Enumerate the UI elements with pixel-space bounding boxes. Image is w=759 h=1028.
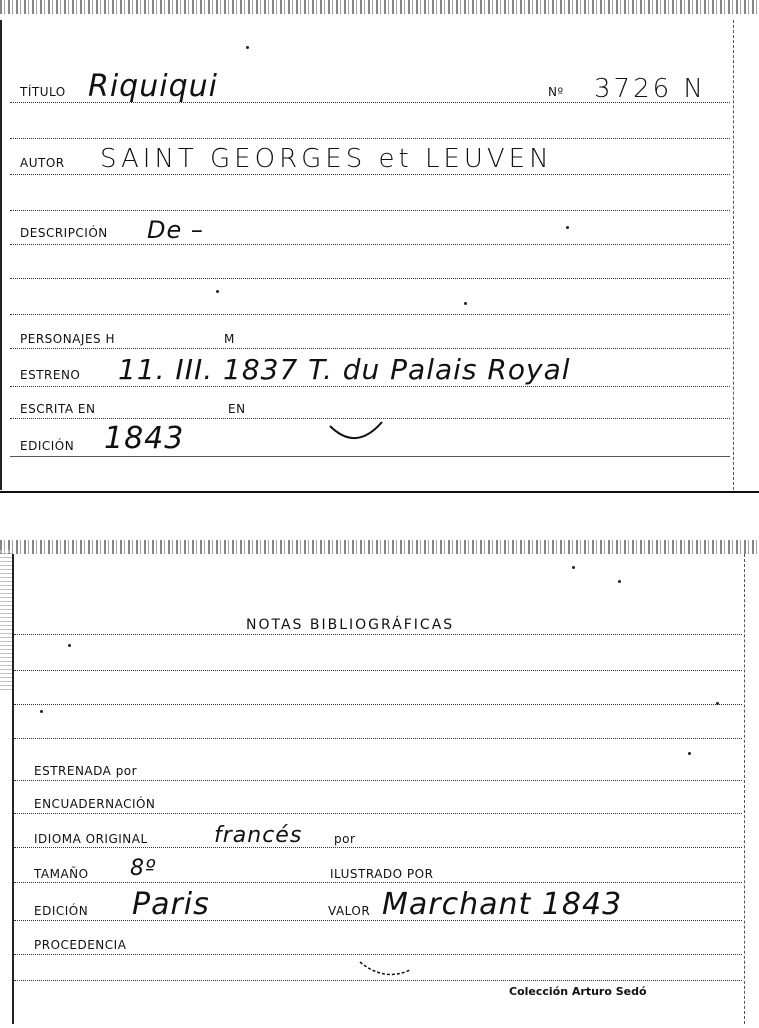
edicion-value-bottom: Paris — [132, 887, 210, 922]
autor-value: SAINT GEORGES et LEUVEN — [100, 144, 553, 174]
titulo-label: TÍTULO — [20, 85, 66, 99]
rule-line — [10, 102, 730, 103]
procedencia-label: PROCEDENCIA — [34, 938, 127, 952]
rule-line — [10, 348, 730, 349]
rule-line — [10, 278, 730, 279]
rule-line — [10, 314, 730, 315]
valor-value: Marchant 1843 — [382, 887, 623, 922]
idioma-por-label: por — [334, 832, 356, 846]
rule-line — [10, 174, 730, 175]
catalog-card-bottom — [0, 540, 759, 1028]
card-top-edge — [0, 540, 759, 554]
card-left-texture — [0, 550, 12, 690]
punch-notch — [326, 418, 386, 444]
personajes-label: PERSONAJES H — [20, 332, 115, 346]
speck — [618, 580, 621, 583]
tamano-label: TAMAÑO — [34, 867, 89, 881]
idioma-value: francés — [214, 823, 303, 848]
collection-credit: Colección Arturo Sedó — [509, 985, 647, 998]
rule-line — [14, 670, 742, 671]
escrita-en-label: EN — [228, 402, 246, 416]
rule-line — [14, 813, 742, 814]
speck — [216, 290, 219, 293]
idioma-label: IDIOMA ORIGINAL — [34, 832, 148, 846]
speck — [246, 46, 249, 49]
descripcion-value: De – — [147, 216, 204, 244]
edicion-label-bottom: EDICIÓN — [34, 904, 89, 918]
card-top-edge — [0, 0, 759, 14]
personajes-m-label: M — [224, 332, 235, 346]
speck — [464, 302, 467, 305]
valor-label: VALOR — [328, 904, 371, 918]
card-left-border — [0, 20, 2, 490]
card-bottom-edge — [0, 491, 759, 493]
rule-line — [14, 704, 742, 705]
rule-line — [10, 138, 730, 139]
rule-line — [14, 634, 742, 635]
numero-value: 3726 N — [594, 74, 706, 104]
estreno-label: ESTRENO — [20, 368, 81, 382]
catalog-card-top — [0, 0, 759, 495]
speck — [68, 644, 71, 647]
rule-line — [10, 244, 730, 245]
punch-notch — [356, 956, 414, 980]
speck — [716, 702, 719, 705]
speck — [566, 226, 569, 229]
rule-line — [14, 738, 742, 739]
rule-line — [14, 920, 742, 921]
rule-line — [10, 456, 730, 457]
rule-line — [14, 882, 742, 883]
autor-label: AUTOR — [20, 156, 65, 170]
tamano-value: 8º — [130, 856, 157, 881]
escrita-label: ESCRITA EN — [20, 402, 96, 416]
estrenada-label: ESTRENADA por — [34, 764, 138, 778]
rule-line — [14, 954, 742, 955]
edicion-value: 1843 — [104, 421, 185, 456]
numero-label: Nº — [548, 85, 564, 99]
estreno-value: 11. III. 1837 T. du Palais Royal — [118, 353, 571, 386]
titulo-value: Riquiqui — [88, 69, 218, 104]
speck — [572, 566, 575, 569]
speck — [688, 752, 691, 755]
descripcion-label: DESCRIPCIÓN — [20, 226, 108, 240]
rule-line — [10, 386, 730, 387]
card-right-border — [733, 20, 734, 490]
card-right-border — [744, 554, 745, 1024]
speck — [40, 710, 43, 713]
notas-heading: NOTAS BIBLIOGRÁFICAS — [246, 617, 455, 633]
rule-line — [14, 780, 742, 781]
rule-line — [14, 847, 742, 848]
rule-line — [14, 980, 742, 981]
rule-line — [10, 210, 730, 211]
edicion-label: EDICIÓN — [20, 439, 75, 453]
encuadernacion-label: ENCUADERNACIÓN — [34, 797, 156, 811]
ilustrado-label: ILUSTRADO POR — [330, 867, 434, 881]
